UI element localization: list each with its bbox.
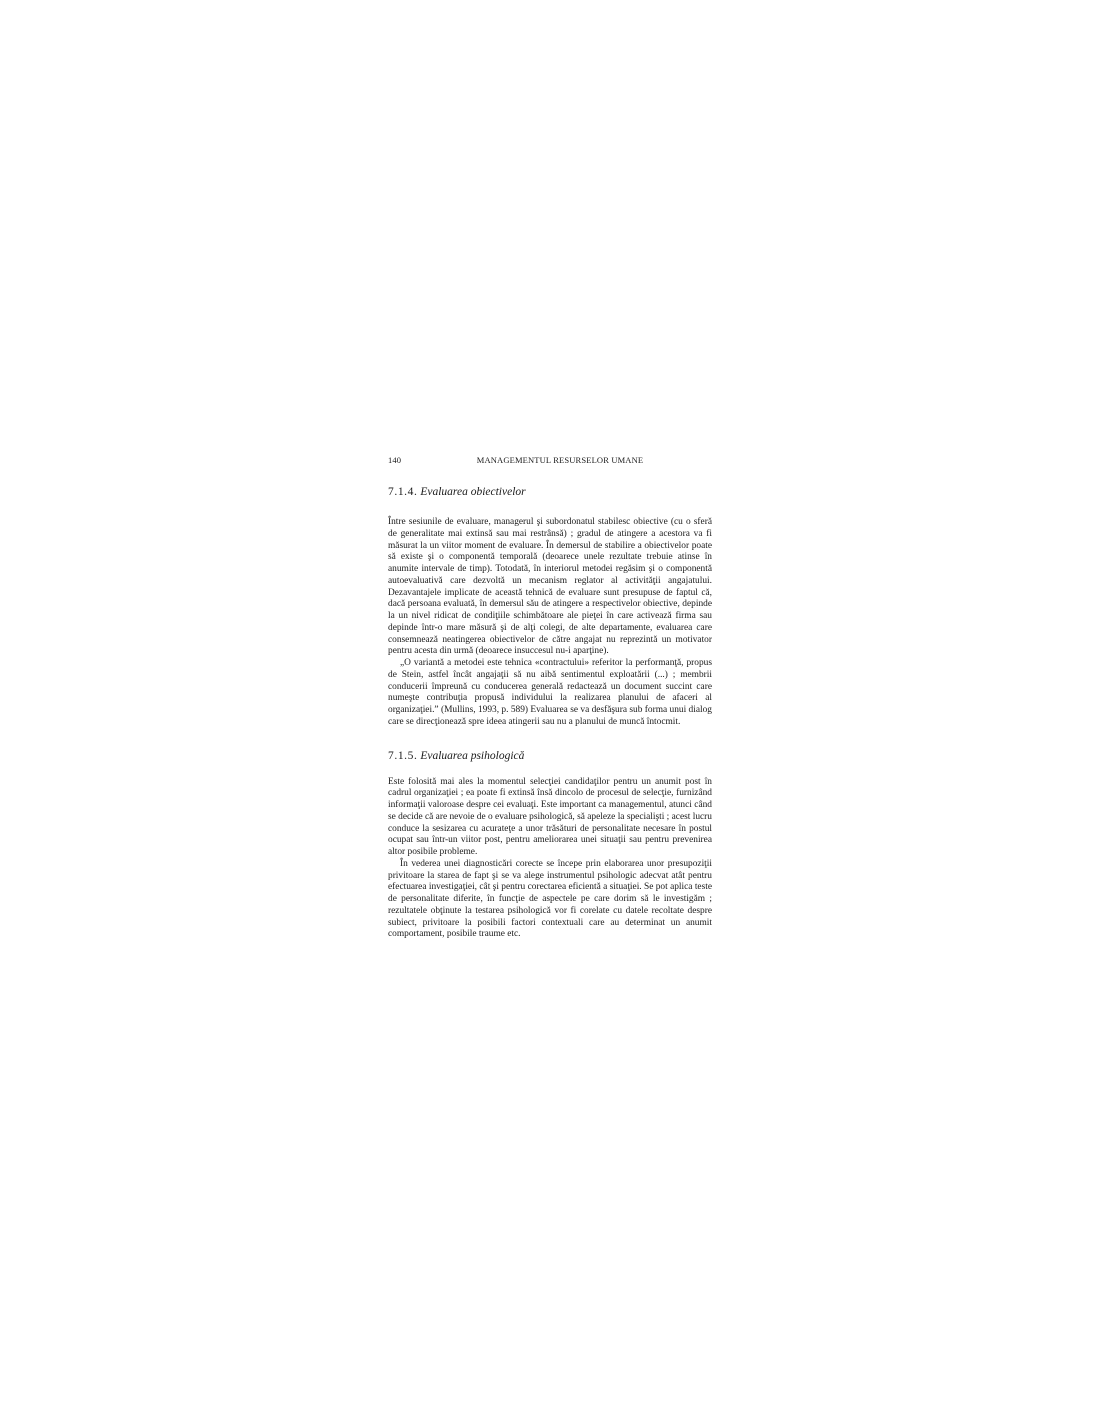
paragraph: Este folosită mai ales la momentul selecţiei candidaţilor pentru un anumit post în cadrul organizaţiei ; ea poate fi extinsă însă dincolo de procesul de selecţie, furnizând informaţii valoroase despre cei evaluaţi. Este important ca managementul, atunci când se decide că are nevoie de o evaluare psihologică, să apeleze la specialişti ; acest lucru conduce la sesizarea cu acurateţe a unor trăsături de personalitate necesare în postul ocupat sau într-un viitor post, pentru ameliorarea unei situaţii sau pentru prevenirea altor posibile probleme. [388, 776, 712, 857]
paragraph: „O variantă a metodei este tehnica «contractului» referitor la performanţă, propus de Stein, astfel încât angajaţii să nu aibă sentimentul exploatării (...) ; membrii conducerii împreună cu conducerea generală redactează un document succint care numeşte contribuţia propusă individului la realizarea planului de afaceri al organizaţiei.” (Mullins, 1993, p. 589) Evaluarea se va desfăşura sub forma unui dialog care se direcţionează spre ideea atingerii sau nu a planului de muncă întocmit. [388, 658, 712, 727]
section-number: 7.1.5. [388, 749, 418, 762]
paragraph: Între sesiunile de evaluare, managerul şi subordonatul stabilesc obiective (cu o sferă de generalitate mai extinsă sau mai restrânsă) ; gradul de atingere a acestora va fi măsurat la un viitor moment de evaluare. În demersul de stabilire a obiectivelor poate să existe şi o componentă temporală (deoarece unele rezultate trebuie atinse în anumite intervale de timp). Totodată, în interiorul metodei regăsim şi o componentă autoevaluativă care dezvoltă un mecanism reglator al activităţii angajatului. Dezavantajele implicate de această tehnică de evaluare sunt presupuse de faptul că, dacă persoana evaluată, în demersul său de atingere a respectivelor obiective, depinde la un nivel ridicat de condiţiile schimbătoare ale pieţei în care activează firma sau depinde într-o mare măsură şi de alţi colegi, de alte departamente, evaluarea care consemnează neatingerea obiectivelor de către angajat nu reprezintă un motivator pentru acesta din urmă (deoarece insuccesul nu-i aparţine). [388, 517, 712, 657]
running-header [388, 454, 712, 466]
section-heading [388, 485, 712, 499]
page-number: 140 [388, 455, 402, 465]
section-title: Evaluarea obiectivelor [420, 486, 526, 498]
running-title: MANAGEMENTUL RESURSELOR UMANE [476, 455, 644, 465]
section-heading [388, 749, 712, 763]
section-number: 7.1.4. [388, 486, 418, 498]
paragraph: În vederea unei diagnosticări corecte se începe prin elaborarea unor presupoziţii privitoare la starea de fapt şi se va alege instrumentul psihologic adecvat atât pentru efectuarea investigaţiei, cât şi pentru corectarea eficientă a situaţiei. Se pot aplica teste de personalitate diferite, în funcţie de aspectele pe care dorim să le investigăm ; rezultatele obţinute la testarea psihologică vor fi corelate cu datele recoltate despre subiect, privitoare la posibili factori contextuali care au determinat un anumit comportament, posibile traume etc. [388, 858, 712, 940]
book-page [388, 454, 712, 941]
section-title: Evaluarea psihologică [420, 749, 525, 762]
